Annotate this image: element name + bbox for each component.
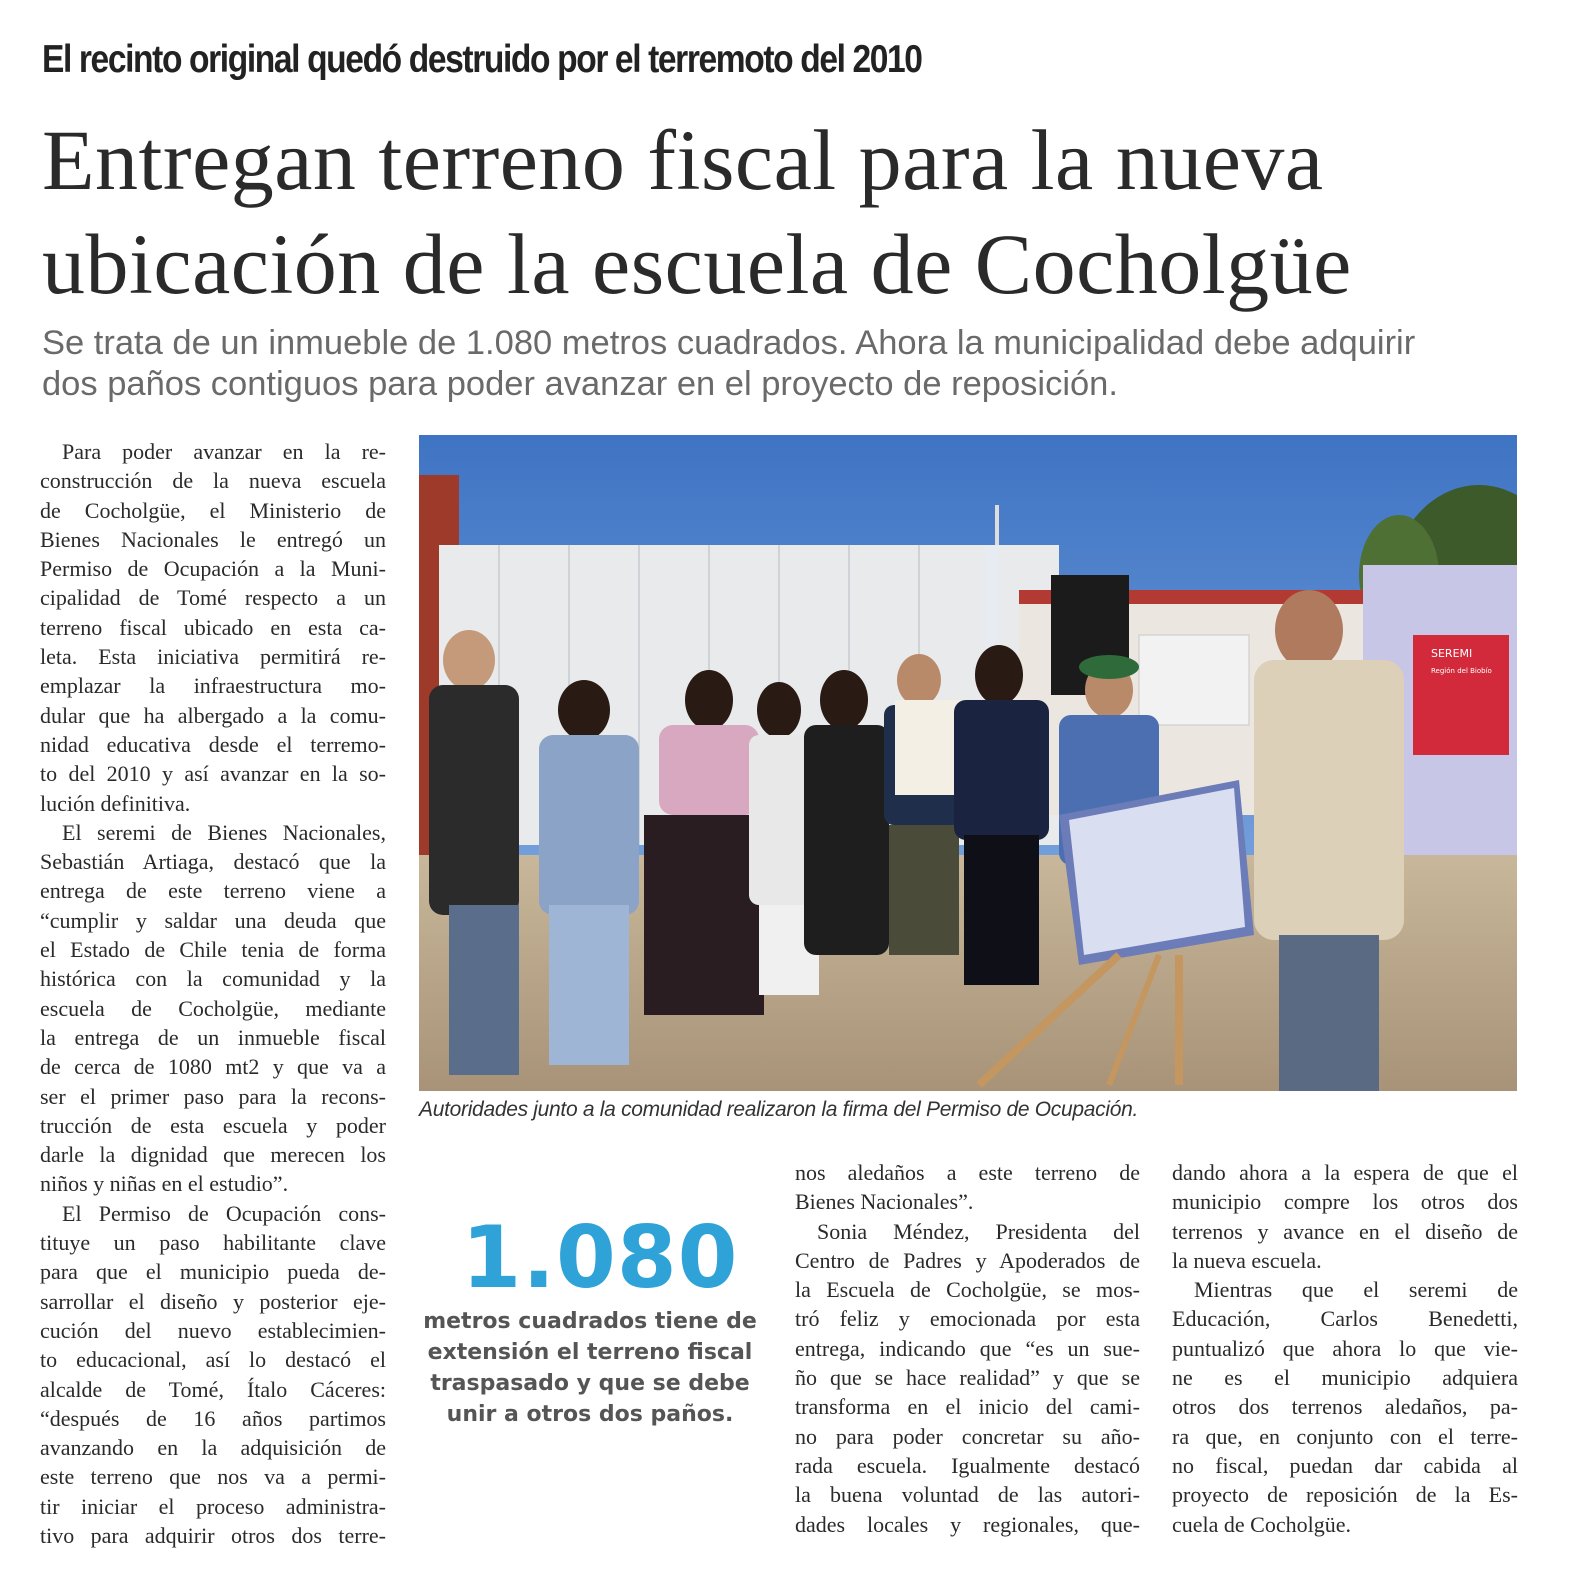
- text-line: escuela de Cocholgüe, mediante: [40, 995, 386, 1021]
- text-line: entrega, indicando que “es un sue-: [795, 1335, 1140, 1361]
- text-line: avanzando en la adquisición de: [40, 1435, 386, 1461]
- text-line: niños y niñas en el estudio”.: [40, 1171, 289, 1197]
- news-photo: [419, 435, 1517, 1091]
- text-line: nos aledaños a este terreno de: [795, 1160, 1140, 1185]
- text-line: puntualizó que ahora lo que vie-: [1172, 1335, 1518, 1361]
- text-line: terreno fiscal ubicado en esta ca-: [40, 614, 386, 640]
- text-line: proyecto de reposición de la Es-: [1172, 1482, 1518, 1508]
- highlight-description: [410, 1306, 770, 1430]
- banner-subtext: Región del Biobío: [1431, 667, 1492, 675]
- text-line: dando ahora a la espera de que el: [1172, 1160, 1518, 1185]
- text-line: otros dos terrenos aledaños, pa-: [1172, 1394, 1518, 1420]
- text-line: leta. Esta iniciativa permitirá re-: [40, 644, 386, 670]
- text-line: lución definitiva.: [40, 790, 191, 816]
- highlight-description-line: traspasado y que se debe: [430, 1371, 750, 1396]
- body-column-1: [40, 437, 386, 1550]
- text-line: to del 2010 y así avanzar en la so-: [40, 761, 386, 787]
- text-line: la nueva escuela.: [1172, 1247, 1322, 1273]
- text-line: darle la dignidad que merecen los: [40, 1142, 386, 1168]
- text-line: para que el municipio pueda de-: [40, 1259, 386, 1285]
- banner-text: SEREMI: [1431, 647, 1473, 660]
- text-line: dular que ha albergado a la comu-: [40, 702, 386, 728]
- text-line: no fiscal, puedan dar cabida al: [1172, 1452, 1518, 1478]
- text-line: tivo para adquirir otros dos terre-: [40, 1522, 386, 1548]
- deck-line-2: dos paños contiguos para poder avanzar en el proyecto de reposición.: [42, 365, 1118, 403]
- text-line: este terreno que nos va a permi-: [40, 1464, 386, 1490]
- text-line: El seremi de Bienes Nacionales,: [62, 819, 386, 845]
- text-line: emplazar la infraestructura mo-: [40, 673, 386, 699]
- body-column-4: [1172, 1158, 1518, 1539]
- deck: [42, 323, 1532, 405]
- text-line: histórica con la comunidad y la: [40, 966, 386, 992]
- text-line: Educación, Carlos Benedetti,: [1172, 1306, 1518, 1332]
- deck-line-1: Se trata de un inmueble de 1.080 metros cuadrados. Ahora la municipalidad debe adquirir: [42, 324, 1416, 362]
- highlight-description-line: metros cuadrados tiene de: [423, 1309, 757, 1334]
- text-line: trucción de esta escuela y poder: [40, 1112, 386, 1138]
- text-line: Centro de Padres y Apoderados de: [795, 1247, 1140, 1273]
- text-line: el Estado de Chile tenia de forma: [40, 937, 386, 963]
- text-line: la buena voluntad de las autori-: [795, 1482, 1140, 1508]
- text-line: municipio compre los otros dos: [1172, 1189, 1518, 1215]
- highlight-description-line: unir a otros dos paños.: [446, 1402, 734, 1427]
- text-line: to educacional, así lo destacó el: [40, 1347, 386, 1373]
- text-line: rada escuela. Igualmente destacó: [795, 1452, 1140, 1478]
- headline-line-1: Entregan terreno fiscal para la nueva: [42, 112, 1324, 208]
- text-line: dades locales y regionales, que-: [795, 1511, 1140, 1537]
- text-line: Sonia Méndez, Presidenta del: [817, 1218, 1140, 1244]
- highlight-number: 1.080: [461, 1208, 739, 1308]
- body-column-3: [795, 1158, 1140, 1539]
- kicker: El recinto original quedó destruido por el terremoto del 2010: [42, 38, 922, 81]
- text-line: cución del nuevo establecimien-: [40, 1317, 386, 1343]
- text-line: cipalidad de Tomé respecto a un: [40, 585, 386, 611]
- text-line: de Cocholgüe, el Ministerio de: [40, 497, 386, 523]
- headline-line-2: ubicación de la escuela de Cocholgüe: [42, 216, 1352, 312]
- text-line: sarrollar el diseño y posterior eje-: [40, 1288, 386, 1314]
- text-line: El Permiso de Ocupación cons-: [62, 1200, 386, 1226]
- text-line: entrega de este terreno viene a: [40, 878, 386, 904]
- text-line: ño que se hace realidad” y que se: [795, 1365, 1140, 1391]
- text-line: tir iniciar el proceso administra-: [40, 1493, 386, 1519]
- text-line: tituye un paso habilitante clave: [40, 1230, 386, 1256]
- text-line: ne es el municipio adquiera: [1172, 1365, 1518, 1391]
- text-line: “después de 16 años partimos: [40, 1405, 386, 1431]
- text-line: no para poder concretar su año-: [795, 1423, 1140, 1449]
- text-line: “cumplir y saldar una deuda que: [40, 907, 386, 933]
- text-line: de cerca de 1080 mt2 y que va a: [40, 1054, 386, 1080]
- text-line: transforma en el inicio del cami-: [795, 1394, 1140, 1420]
- text-line: ra que, en conjunto con el terre-: [1172, 1423, 1518, 1449]
- text-line: la Escuela de Cocholgüe, se mos-: [795, 1277, 1140, 1303]
- text-line: Para poder avanzar en la re-: [62, 439, 386, 464]
- text-line: tró feliz y emocionada por esta: [795, 1306, 1140, 1332]
- text-line: Mientras que el seremi de: [1194, 1277, 1518, 1303]
- text-line: nidad educativa desde el terremo-: [40, 731, 386, 757]
- text-line: terrenos y avance en el diseño de: [1172, 1218, 1518, 1244]
- text-line: cuela de Cocholgüe.: [1172, 1511, 1351, 1537]
- text-line: Permiso de Ocupación a la Muni-: [40, 556, 386, 582]
- text-line: Sebastián Artiaga, destacó que la: [40, 849, 386, 875]
- text-line: construcción de la nueva escuela: [40, 468, 386, 494]
- text-line: Bienes Nacionales”.: [795, 1189, 974, 1215]
- text-line: Bienes Nacionales le entregó un: [40, 526, 386, 552]
- text-line: ser el primer paso para la recons-: [40, 1083, 386, 1109]
- text-line: la entrega de un inmueble fiscal: [40, 1024, 386, 1050]
- highlight-description-line: extensión el terreno fiscal: [427, 1340, 753, 1365]
- headline: [42, 108, 1522, 316]
- text-line: alcalde de Tomé, Ítalo Cáceres:: [40, 1376, 386, 1402]
- photo-caption: Autoridades junto a la comunidad realizaron la firma del Permiso de Ocupación.: [419, 1098, 1139, 1121]
